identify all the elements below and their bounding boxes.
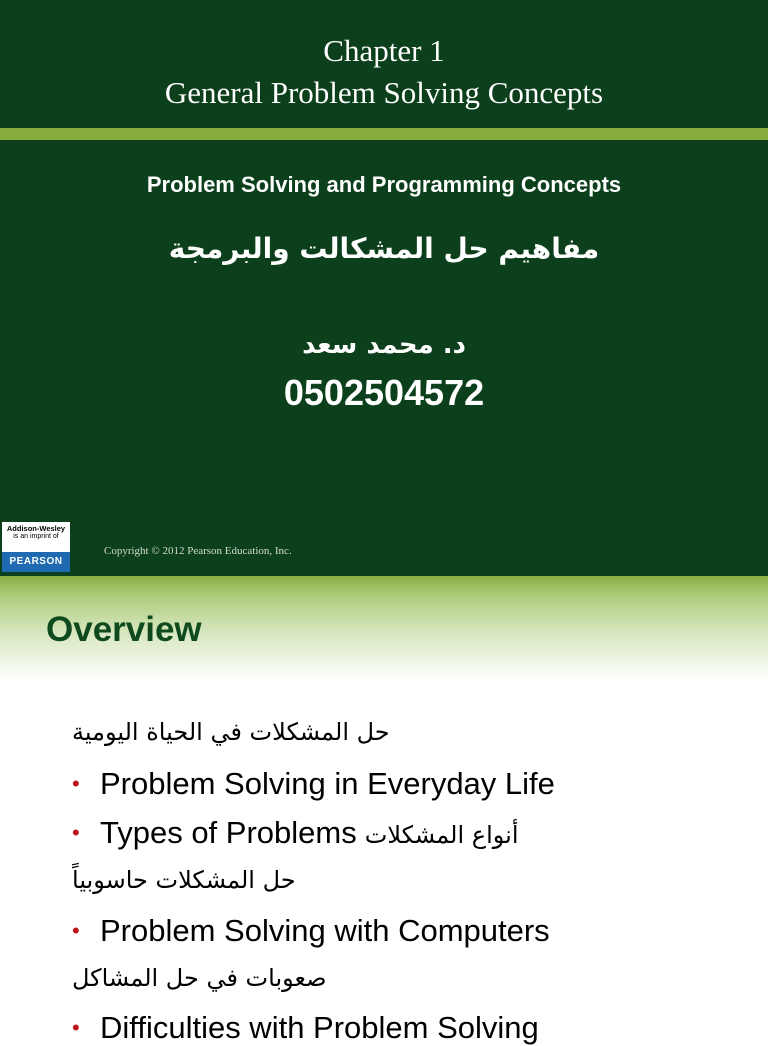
bullet-types-of-problems [72,815,519,851]
course-subtitle: Problem Solving and Programming Concepts [146,172,622,197]
bullet-everyday-life [72,766,555,802]
phone-number: 0502504572 [283,372,485,413]
publisher-logo [2,522,70,572]
bullet-dot-icon: • [72,770,80,796]
arabic-line-everyday: حل المشكلات في الحياة اليومية [72,718,390,746]
arabic-line-difficulties: صعوبات في حل المشاكل [72,964,327,992]
logo-imprint-text: is an imprint of [13,533,59,540]
overview-slide [0,576,768,1045]
arabic-line-computers: حل المشكلات حاسوبياً [72,866,296,894]
bullet-arabic-text: أنواع المشكلات [364,821,519,849]
copyright-notice: Copyright © 2012 Pearson Education, Inc. [104,545,292,557]
divider-band [0,128,768,140]
chapter-label: Chapter 1 [323,33,445,68]
bullet-text: Problem Solving in Everyday Life [100,766,555,801]
bullet-solving-with-computers [72,913,550,949]
slide-title [0,30,768,114]
bullet-text: Difficulties with Problem Solving [100,1010,539,1045]
overview-title: Overview [46,610,202,649]
bullet-dot-icon: • [72,819,80,845]
bullet-dot-icon: • [72,917,80,943]
bullet-dot-icon: • [72,1014,80,1040]
chapter-title: General Problem Solving Concepts [164,75,604,110]
author-name: د. محمد سعد [302,330,466,360]
bullet-difficulties [72,1010,539,1046]
arabic-course-title: مفاهيم حل المشكالت والبرمجة [168,232,600,265]
logo-pearson: PEARSON [2,552,70,572]
logo-addison-wesley: Addison-Wesley [6,524,66,533]
bullet-text: Types of Problems [100,815,357,850]
bullet-text: Problem Solving with Computers [100,913,550,948]
